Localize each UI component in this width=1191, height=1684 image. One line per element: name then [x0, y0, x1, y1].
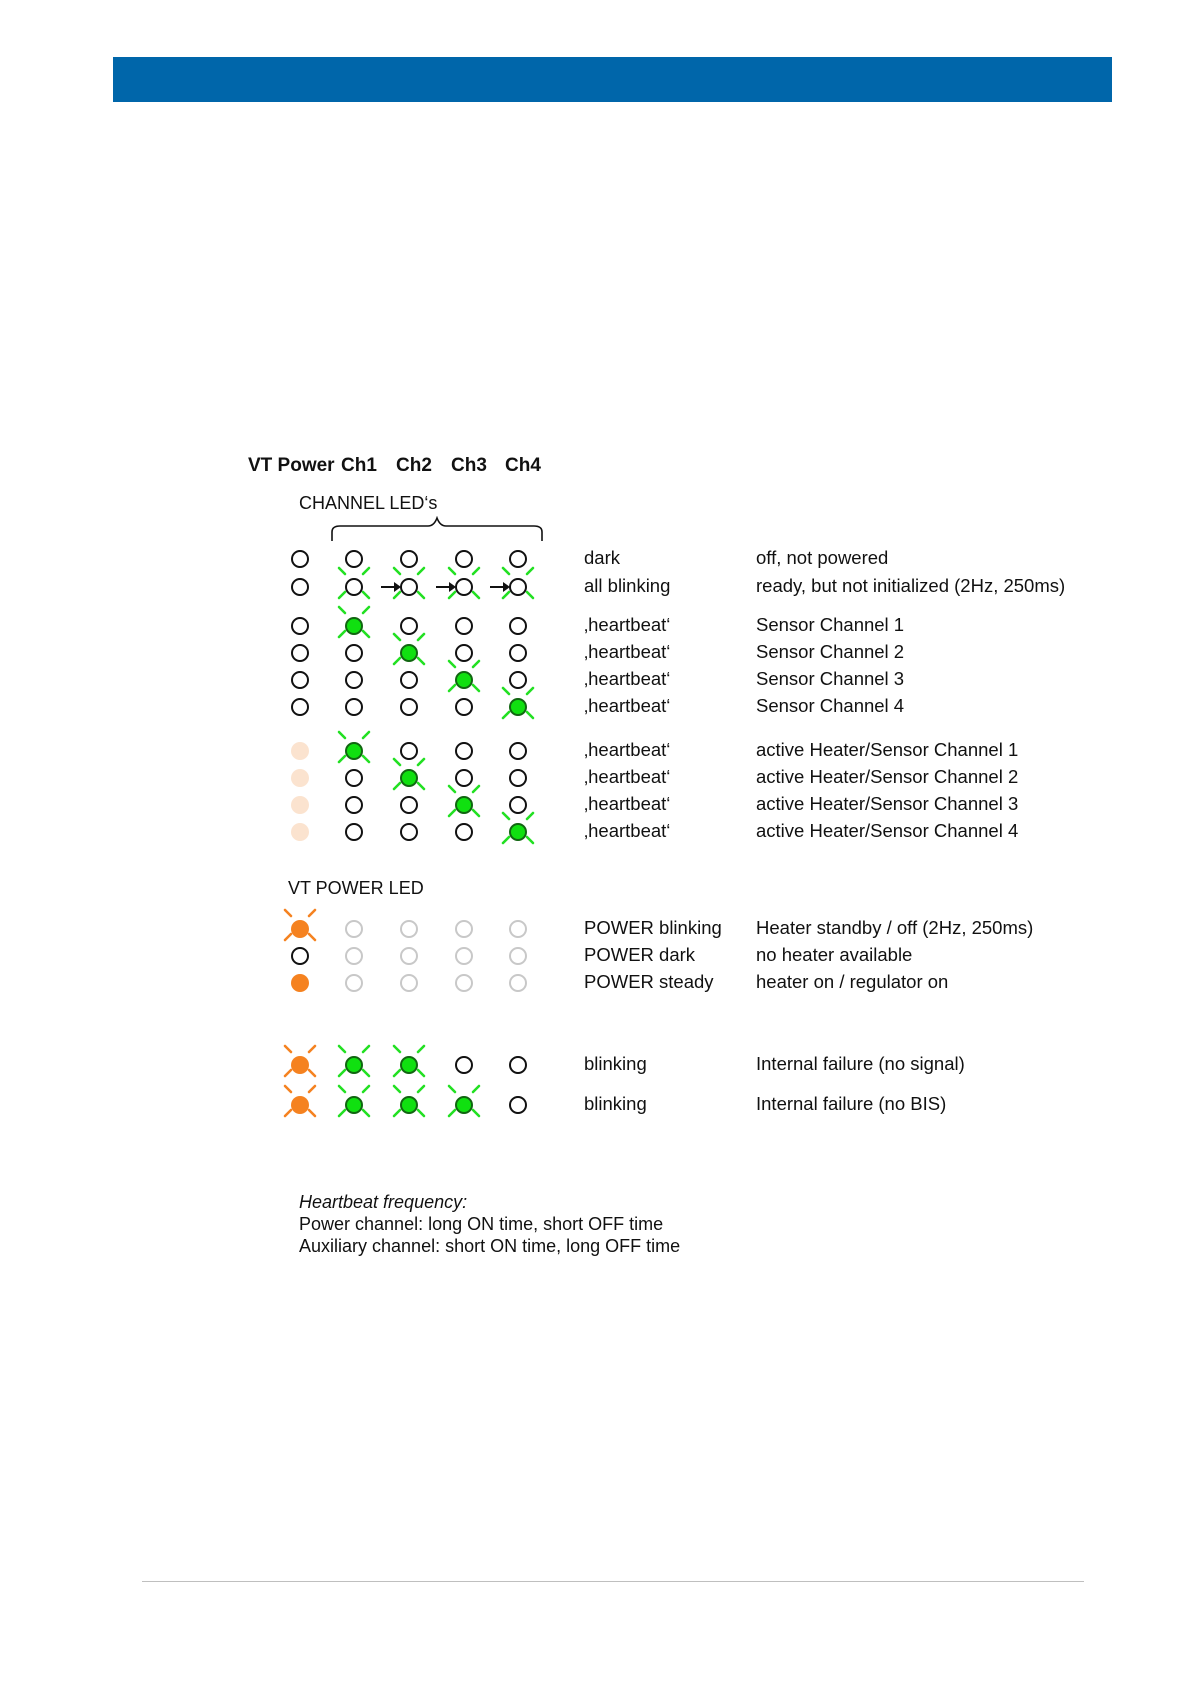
led-ch4-faint-icon: [509, 974, 527, 992]
led-vt-power-peach-icon: [291, 823, 309, 841]
led-state-meaning: active Heater/Sensor Channel 2: [756, 766, 1019, 787]
led-ch1-green-blink-icon: [345, 1056, 363, 1074]
led-ch4-green-blink-icon: [509, 823, 527, 841]
led-state-meaning: Sensor Channel 3: [756, 668, 905, 689]
led-ch3-green-blink-icon: [455, 796, 473, 814]
led-state-meaning: Sensor Channel 2: [756, 641, 905, 662]
led-vt-power-off-icon: [291, 617, 309, 635]
led-ch3-off-icon: [455, 823, 473, 841]
led-state-row: [0, 819, 1191, 845]
led-ch4-off-icon: [509, 1096, 527, 1114]
sequence-arrow-icon: [490, 586, 508, 588]
led-ch3-off-icon: [455, 1056, 473, 1074]
led-ch2-off-blink-icon: [400, 578, 418, 596]
heartbeat-note-title: Heartbeat frequency:: [299, 1192, 468, 1212]
led-vt-power-peach-icon: [291, 769, 309, 787]
led-vt-power-peach-icon: [291, 796, 309, 814]
led-state-row: [0, 613, 1191, 639]
led-state-label: blinking: [584, 1093, 647, 1114]
led-vt-power-off-icon: [291, 698, 309, 716]
led-vt-power-off-icon: [291, 671, 309, 689]
column-label-ch4: Ch4: [505, 455, 541, 476]
led-ch4-off-icon: [509, 769, 527, 787]
led-ch1-off-icon: [345, 644, 363, 662]
led-ch2-off-icon: [400, 823, 418, 841]
led-state-meaning: Heater standby / off (2Hz, 250ms): [756, 917, 1034, 938]
led-ch1-off-icon: [345, 796, 363, 814]
led-ch3-faint-icon: [455, 947, 473, 965]
led-state-label: ‚heartbeat‘: [584, 793, 671, 814]
led-ch1-green-blink-icon: [345, 742, 363, 760]
led-ch2-green-blink-icon: [400, 644, 418, 662]
led-state-meaning: Sensor Channel 1: [756, 614, 905, 635]
led-state-label: ‚heartbeat‘: [584, 668, 671, 689]
led-vt-power-orange-blink-icon: [291, 1056, 309, 1074]
led-ch2-faint-icon: [400, 947, 418, 965]
led-ch2-green-blink-icon: [400, 769, 418, 787]
led-state-row: [0, 574, 1191, 600]
led-vt-power-off-icon: [291, 947, 309, 965]
led-vt-power-orange-blink-icon: [291, 920, 309, 938]
led-ch1-off-blink-icon: [345, 578, 363, 596]
footer-rule: [142, 1581, 1084, 1582]
led-ch3-faint-icon: [455, 974, 473, 992]
led-ch2-off-icon: [400, 796, 418, 814]
led-ch4-green-blink-icon: [509, 698, 527, 716]
led-state-meaning: ready, but not initialized (2Hz, 250ms): [756, 575, 1066, 596]
led-state-row: [0, 640, 1191, 666]
led-ch4-off-icon: [509, 644, 527, 662]
led-ch2-off-icon: [400, 698, 418, 716]
led-state-meaning: no heater available: [756, 944, 913, 965]
led-state-row: [0, 943, 1191, 969]
led-ch1-off-icon: [345, 823, 363, 841]
led-ch1-green-blink-icon: [345, 1096, 363, 1114]
led-vt-power-orange-blink-icon: [291, 1096, 309, 1114]
led-ch1-faint-icon: [345, 920, 363, 938]
led-ch2-green-blink-icon: [400, 1096, 418, 1114]
column-label-ch1: Ch1: [341, 455, 377, 476]
channel-brace-icon: [330, 516, 544, 544]
led-state-meaning: active Heater/Sensor Channel 3: [756, 793, 1019, 814]
led-ch3-off-icon: [455, 617, 473, 635]
column-label-ch3: Ch3: [451, 455, 487, 476]
led-state-meaning: Internal failure (no signal): [756, 1053, 965, 1074]
led-ch3-off-icon: [455, 698, 473, 716]
led-state-label: ‚heartbeat‘: [584, 766, 671, 787]
channel-leds-label: CHANNEL LED‘s: [299, 493, 438, 513]
column-label-vt-power: VT Power: [248, 455, 335, 476]
led-ch2-off-icon: [400, 671, 418, 689]
led-state-label: ‚heartbeat‘: [584, 820, 671, 841]
led-state-row: [0, 970, 1191, 996]
led-state-row: [0, 916, 1191, 942]
heartbeat-note-power: Power channel: long ON time, short OFF time: [299, 1214, 664, 1234]
led-ch1-faint-icon: [345, 974, 363, 992]
led-state-row: [0, 738, 1191, 764]
sequence-arrow-icon: [381, 586, 399, 588]
led-state-label: all blinking: [584, 575, 671, 596]
led-ch1-off-icon: [345, 698, 363, 716]
column-label-ch2: Ch2: [396, 455, 432, 476]
led-ch3-faint-icon: [455, 920, 473, 938]
led-ch2-green-blink-icon: [400, 1056, 418, 1074]
led-state-label: dark: [584, 547, 620, 568]
led-state-row: [0, 792, 1191, 818]
led-ch4-off-icon: [509, 1056, 527, 1074]
led-state-row: [0, 694, 1191, 720]
led-state-label: ‚heartbeat‘: [584, 641, 671, 662]
led-ch3-green-blink-icon: [455, 671, 473, 689]
led-state-meaning: off, not powered: [756, 547, 889, 568]
led-state-label: ‚heartbeat‘: [584, 739, 671, 760]
led-state-label: POWER blinking: [584, 917, 722, 938]
led-vt-power-off-icon: [291, 550, 309, 568]
led-ch3-green-blink-icon: [455, 1096, 473, 1114]
led-state-label: ‚heartbeat‘: [584, 614, 671, 635]
led-state-label: POWER dark: [584, 944, 696, 965]
led-state-meaning: heater on / regulator on: [756, 971, 949, 992]
heartbeat-note-auxiliary: Auxiliary channel: short ON time, long OFF time: [299, 1236, 681, 1256]
led-state-row: [0, 765, 1191, 791]
led-state-label: POWER steady: [584, 971, 714, 992]
header-bar: [113, 57, 1112, 102]
led-ch3-off-icon: [455, 742, 473, 760]
led-state-row: [0, 546, 1191, 572]
led-vt-power-peach-icon: [291, 742, 309, 760]
led-state-label: ‚heartbeat‘: [584, 695, 671, 716]
vt-power-led-label: VT POWER LED: [288, 878, 424, 898]
led-state-meaning: Sensor Channel 4: [756, 695, 905, 716]
led-ch1-off-icon: [345, 769, 363, 787]
led-ch2-faint-icon: [400, 920, 418, 938]
led-ch4-faint-icon: [509, 920, 527, 938]
led-state-label: blinking: [584, 1053, 647, 1074]
led-ch1-faint-icon: [345, 947, 363, 965]
led-state-row: [0, 1052, 1191, 1078]
led-state-meaning: Internal failure (no BIS): [756, 1093, 947, 1114]
sequence-arrow-icon: [436, 586, 454, 588]
led-ch4-faint-icon: [509, 947, 527, 965]
led-state-row: [0, 1092, 1191, 1118]
led-state-meaning: active Heater/Sensor Channel 4: [756, 820, 1019, 841]
led-ch1-off-icon: [345, 671, 363, 689]
led-ch4-off-icon: [509, 742, 527, 760]
led-state-row: [0, 667, 1191, 693]
led-state-meaning: active Heater/Sensor Channel 1: [756, 739, 1019, 760]
led-vt-power-orange-icon: [291, 974, 309, 992]
led-ch4-off-icon: [509, 617, 527, 635]
led-ch3-off-blink-icon: [455, 578, 473, 596]
led-ch1-green-blink-icon: [345, 617, 363, 635]
led-ch4-off-blink-icon: [509, 578, 527, 596]
led-ch2-faint-icon: [400, 974, 418, 992]
led-vt-power-off-icon: [291, 578, 309, 596]
led-vt-power-off-icon: [291, 644, 309, 662]
